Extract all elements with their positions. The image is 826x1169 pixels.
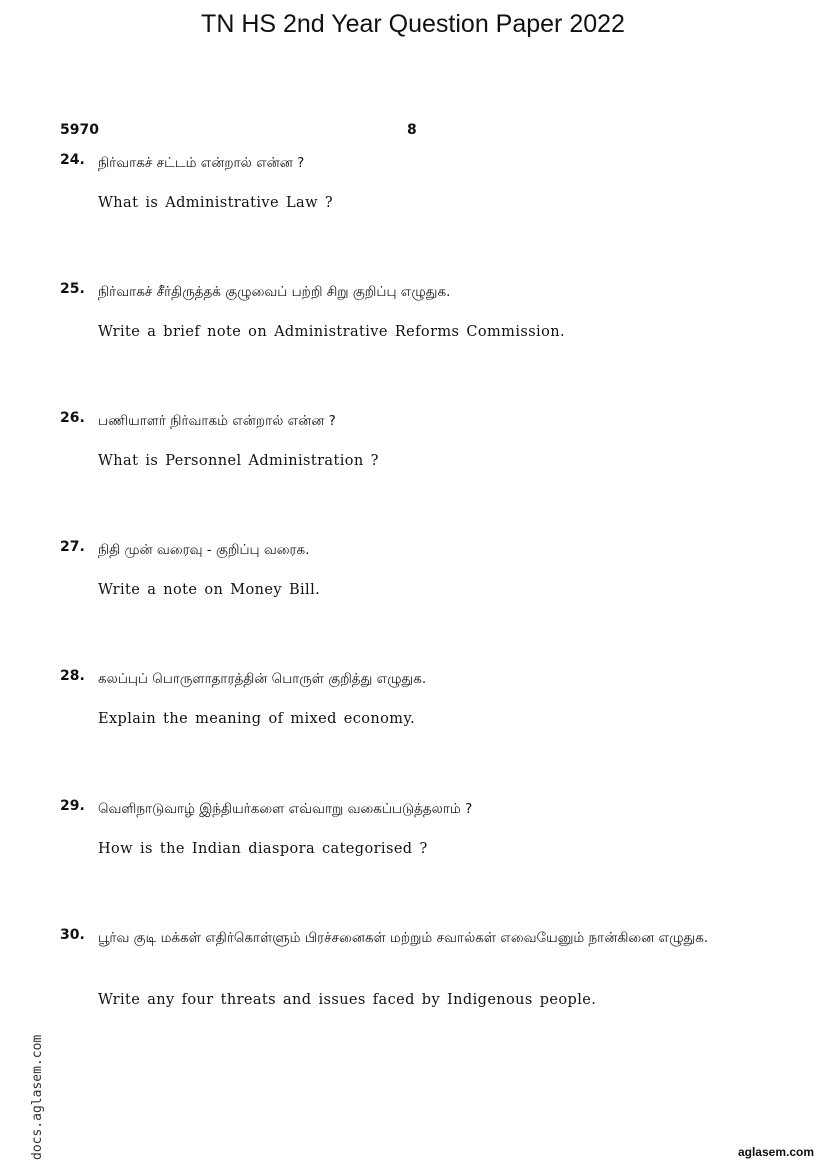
side-watermark: docs.aglasem.com xyxy=(30,1034,45,1160)
question-number: 25. xyxy=(60,281,85,297)
question-tamil-text: வெளிநாடுவாழ் இந்தியர்களை எவ்வாறு வகைப்படுத்தலாம் ? xyxy=(98,801,473,817)
question-number: 24. xyxy=(60,152,85,168)
page-number: 8 xyxy=(407,122,417,138)
paper-code: 5970 xyxy=(60,122,99,138)
corner-watermark: aglasem.com xyxy=(737,1145,814,1159)
question-number: 29. xyxy=(60,798,85,814)
question-tamil-text: நிர்வாகச் சீர்திருத்தக் குழுவைப் பற்றி சிறு குறிப்பு எழுதுக. xyxy=(98,284,451,300)
question-english-text: Write a note on Money Bill. xyxy=(98,582,321,598)
question-english-text: What is Administrative Law ? xyxy=(98,195,334,211)
question-tamil-text: பூர்வ குடி மக்கள் எதிர்கொள்ளும் பிரச்சனைகள் மற்றும் சவால்கள் எவையேனும் நான்கினை எழுதுக. xyxy=(98,930,709,946)
question-english-text: Write a brief note on Administrative Reforms Commission. xyxy=(98,324,565,340)
question-tamil-text: கலப்புப் பொருளாதாரத்தின் பொருள் குறித்து எழுதுக. xyxy=(98,671,427,687)
question-english-text: Write any four threats and issues faced by Indigenous people. xyxy=(98,992,597,1008)
question-number: 26. xyxy=(60,410,85,426)
question-number: 30. xyxy=(60,927,85,943)
question-tamil-text: நிதி முன் வரைவு - குறிப்பு வரைக. xyxy=(98,542,310,558)
question-english-text: What is Personnel Administration ? xyxy=(98,453,379,469)
question-number: 28. xyxy=(60,668,85,684)
question-english-text: How is the Indian diaspora categorised ? xyxy=(98,841,428,857)
question-tamil-text: நிர்வாகச் சட்டம் என்றால் என்ன ? xyxy=(98,155,305,171)
question-tamil-text: பணியாளர் நிர்வாகம் என்றால் என்ன ? xyxy=(98,413,336,429)
question-english-text: Explain the meaning of mixed economy. xyxy=(98,711,416,727)
question-number: 27. xyxy=(60,539,85,555)
page-title: TN HS 2nd Year Question Paper 2022 xyxy=(201,10,625,38)
